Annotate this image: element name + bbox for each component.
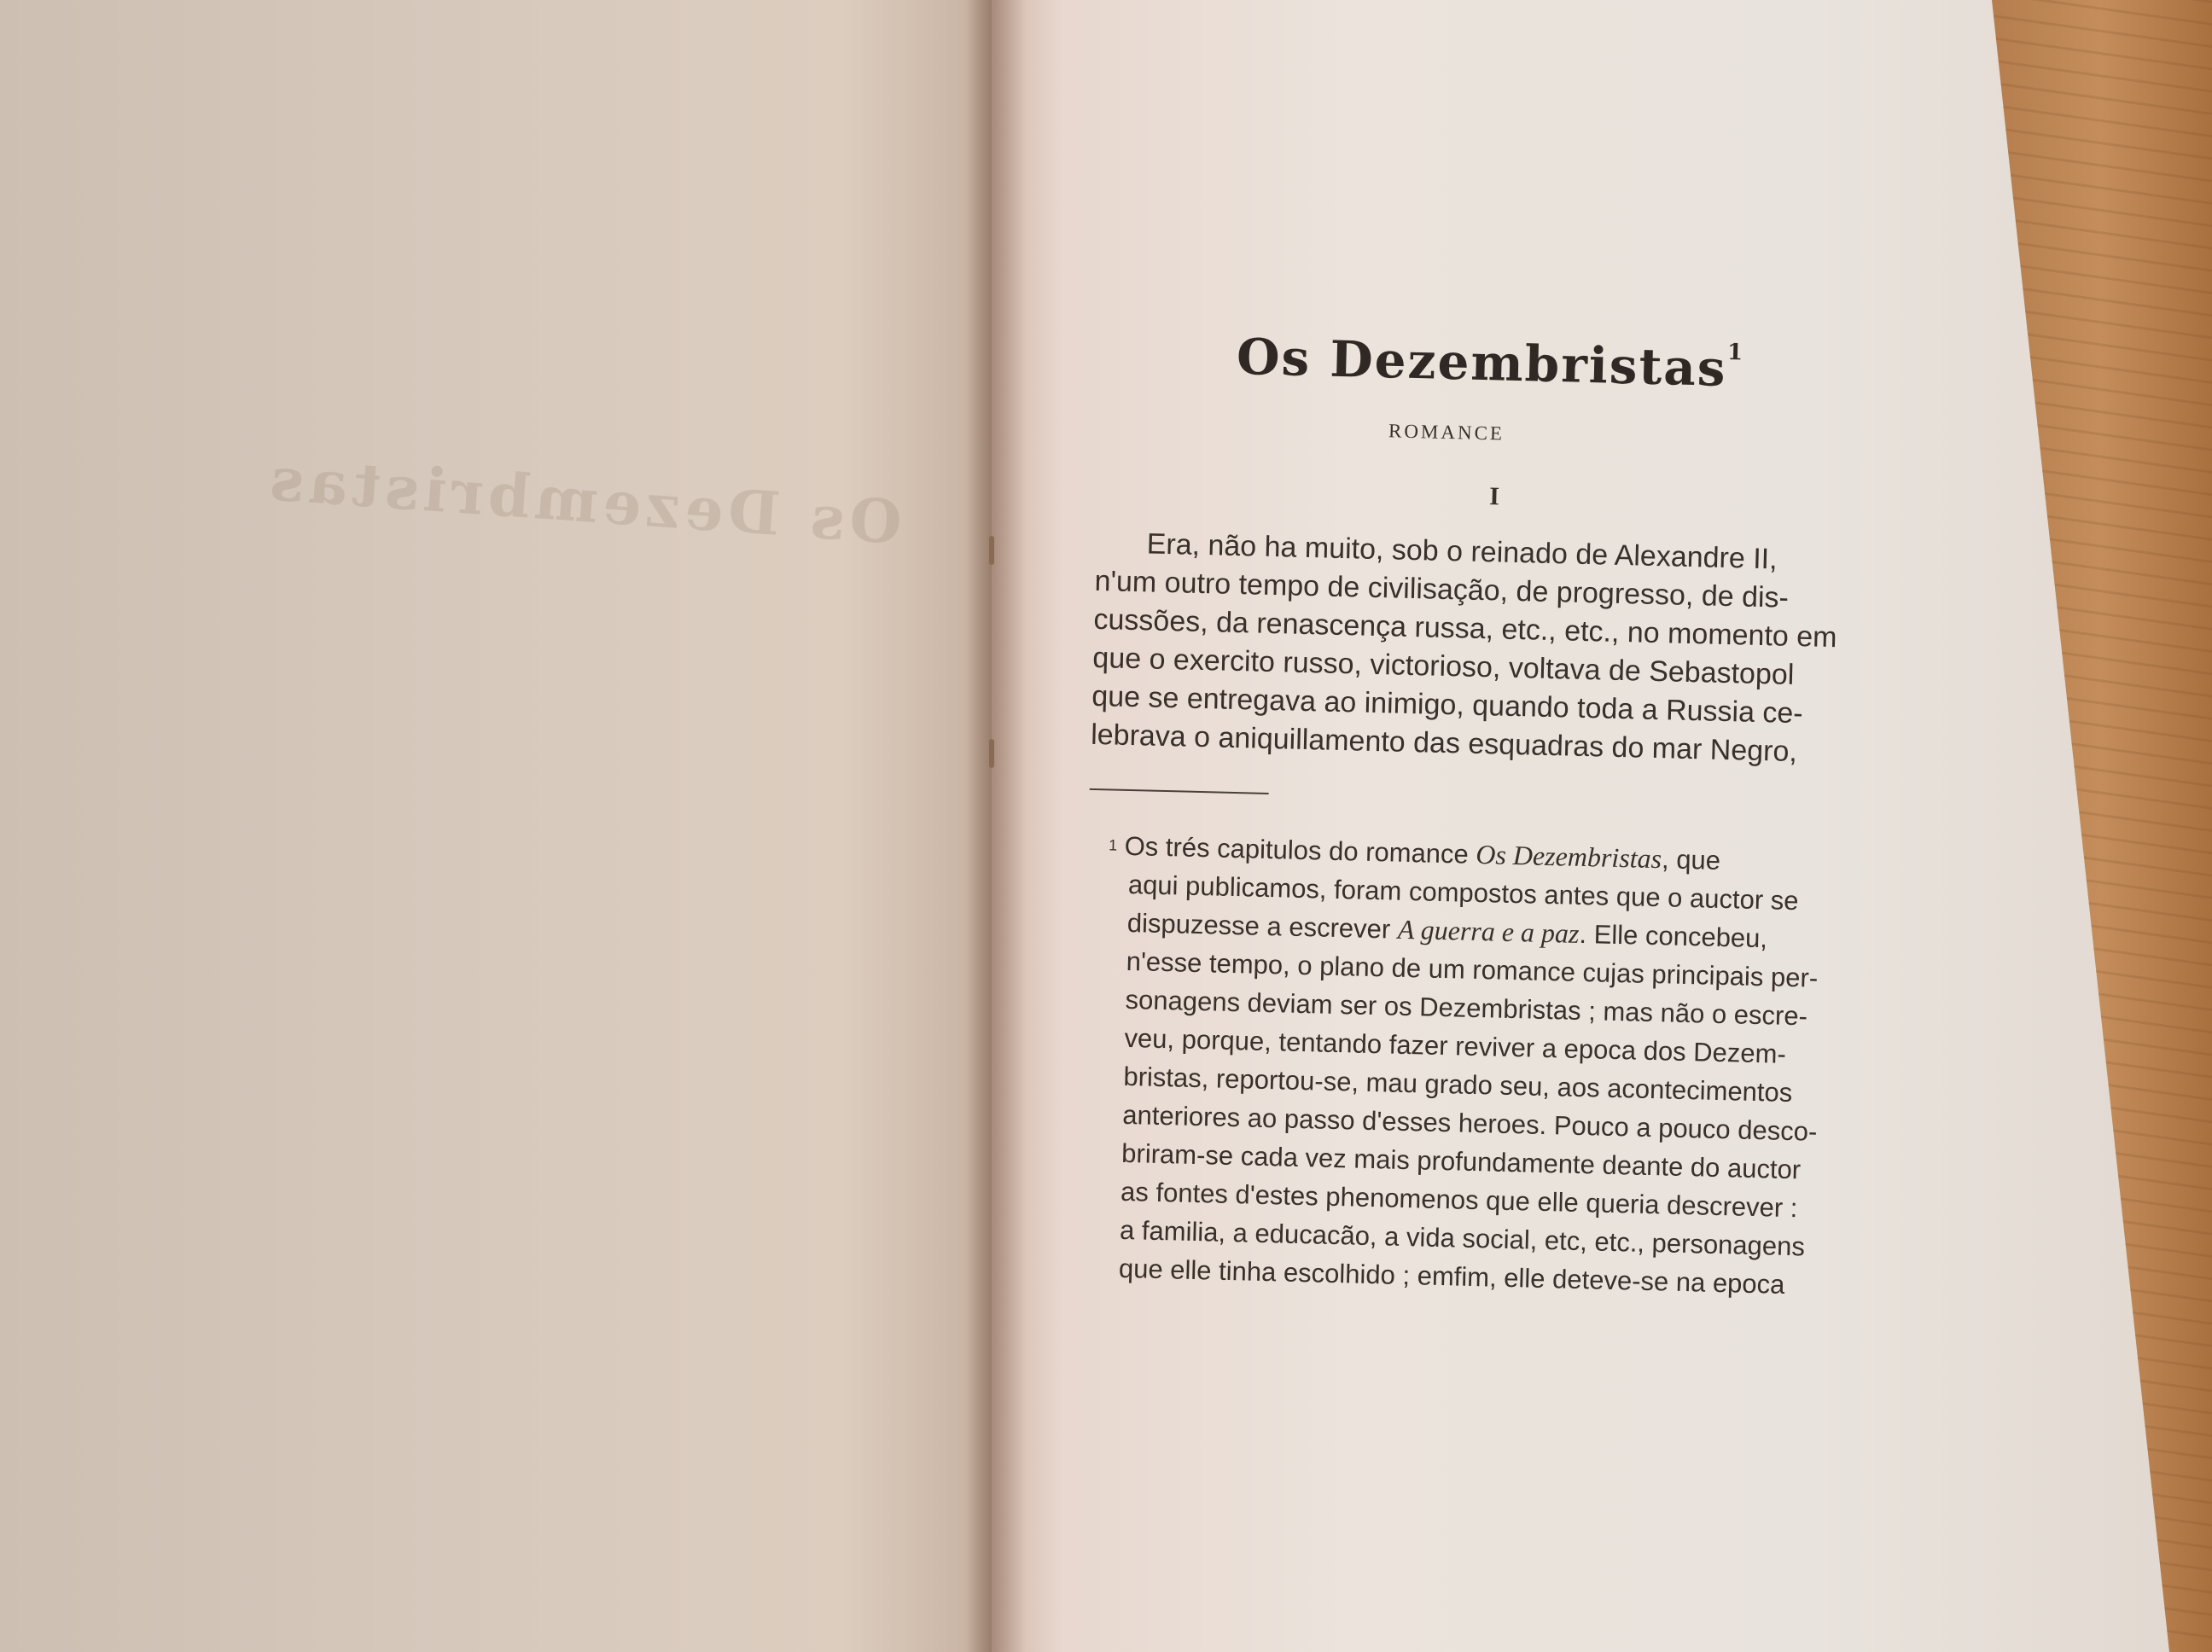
body-line: que se entregava ao inimigo, quando toda a Russia ce- (1091, 679, 1804, 730)
footnote-marker: 1 (1108, 836, 1118, 854)
subtitle: ROMANCE (1388, 420, 1505, 445)
body-line: Era, não ha muito, sob o reinado de Alexandre II, (1146, 527, 1778, 576)
body-line: cussões, da renascença russa, etc., etc., no momento em (1093, 602, 1837, 654)
chapter-number: I (1488, 482, 1500, 511)
book-title-italic: A guerra e a paz (1397, 913, 1580, 949)
footnote-line: que elle tinha escolhido ; emfim, elle deteve-se na epoca (1118, 1253, 1785, 1300)
footnote-line: as fontes d'estes phenomenos que elle queria descrever : (1120, 1176, 1798, 1224)
footnote-text: dispuzesse a escrever (1126, 907, 1399, 945)
book-title-italic: Os Dezembristas (1475, 838, 1662, 875)
footnote-line: briram-se cada vez mais profundamente deante do auctor (1121, 1137, 1802, 1185)
footnote-line: a familia, a educacão, a vida social, etc, etc., personagens (1119, 1214, 1806, 1262)
body-line: lebrava o aniquillamento das esquadras do mar Negro, (1090, 718, 1798, 769)
binding-stitch (989, 739, 994, 768)
footnote-divider (1090, 788, 1269, 794)
left-page (0, 0, 992, 1652)
book-gutter (966, 0, 1026, 1652)
footnote-text: , que (1661, 844, 1721, 875)
footnote-text: . Elle concebeu, (1579, 918, 1768, 954)
footnote-line: anteriores ao passo d'esses heroes. Pouco a pouco desco- (1121, 1099, 1818, 1147)
footnote (1077, 826, 1933, 1307)
title-note-marker: 1 (1726, 339, 1745, 366)
footnote-line: veu, porque, tentando fazer reviver a epoca dos Dezem- (1124, 1022, 1787, 1069)
footnote-line: sonagens deviam ser os Dezembristas ; mas não o escre- (1125, 984, 1808, 1032)
footnote-text: Os trés capitulos do romance (1124, 830, 1476, 870)
bleed-through-text: Os Dezembristas (263, 443, 905, 558)
footnote-line: n'esse tempo, o plano de um romance cujas principais per- (1126, 945, 1819, 993)
footnote-line: bristas, reportou-se, mau grado seu, aos acontecimentos (1123, 1061, 1793, 1108)
body-line: que o exercito russo, victorioso, voltava de Sebastopol (1091, 641, 1795, 691)
binding-stitch (989, 536, 994, 565)
body-paragraph (1091, 524, 1941, 775)
body-line: n'um outro tempo de civilisação, de progresso, de dis- (1094, 564, 1790, 614)
page-content (1077, 324, 1945, 1307)
title-text: Os Dezembristas (1236, 327, 1728, 398)
footnote-line: aqui publicamos, foram compostos antes que o auctor se (1127, 869, 1799, 916)
